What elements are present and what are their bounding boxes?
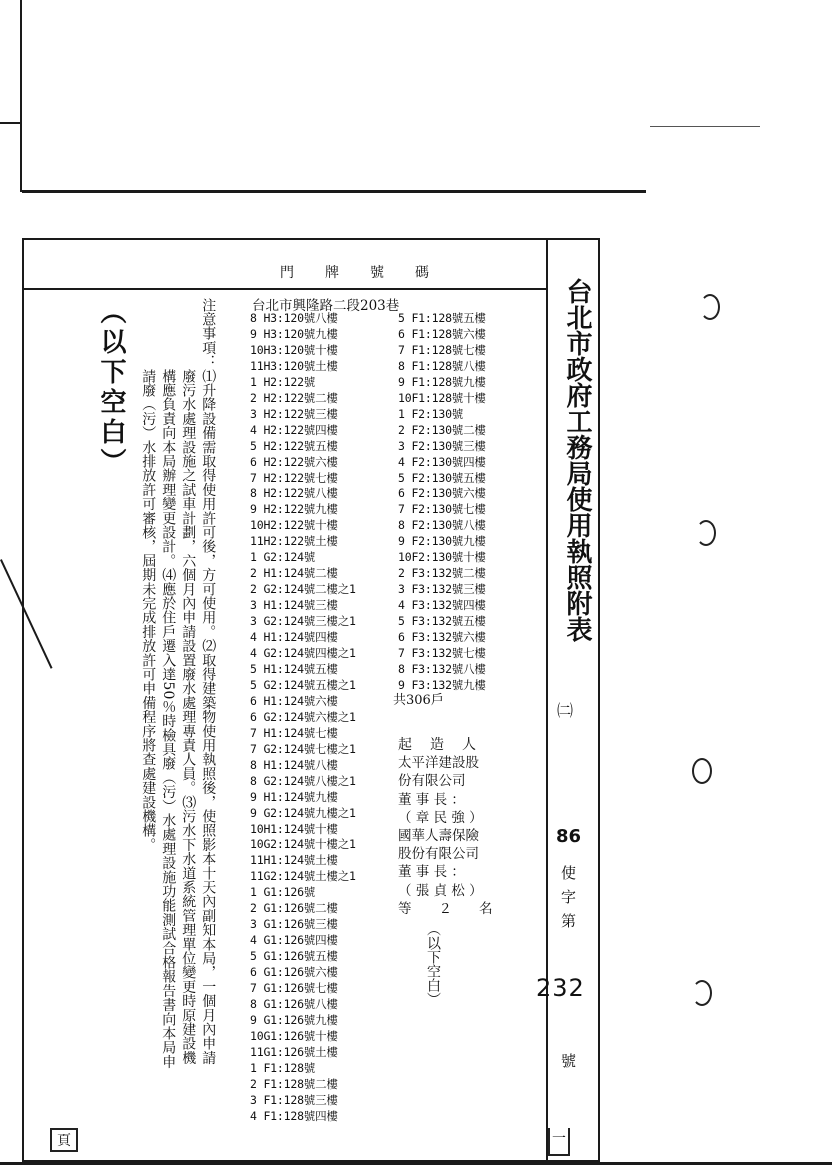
notes-column-2 (180, 298, 196, 1118)
applicant-line: 太平洋建設股 (398, 755, 479, 772)
blank-below-stamp (96, 298, 126, 478)
column-header-text: 門 牌 號 碼 (280, 265, 430, 281)
page-mark-left (50, 1128, 78, 1152)
binder-hole-icon (692, 980, 712, 1006)
address-entry: 10F2:130號十樓 (398, 550, 486, 565)
applicant-line: （ 章 民 強 ） (398, 809, 483, 826)
permit-hao-text: 號 (561, 1052, 577, 1070)
address-entry: 8 H1:124號八樓 (250, 757, 338, 772)
address-entry: 7 F1:128號七樓 (398, 342, 486, 357)
address-entry: 10H1:124號十樓 (250, 821, 338, 836)
document-title-text: 台北市政府工務局使用執照附表 (562, 278, 592, 642)
address-entry: 6 H1:124號六樓 (250, 693, 338, 708)
permit-number-text: 86 (556, 826, 582, 847)
notes-column-4 (140, 298, 156, 1118)
scan-line-left (20, 0, 22, 192)
address-entry: 6 F3:132號六樓 (398, 630, 486, 645)
applicant-line: 董 事 長 ： (398, 864, 465, 881)
address-entry: 10H3:120號十樓 (250, 342, 338, 357)
address-entry: 4 H1:124號四樓 (250, 630, 338, 645)
address-entry: 8 H2:122號八樓 (250, 486, 338, 501)
address-entry: 8 F2:130號八樓 (398, 518, 486, 533)
address-entry: 1 G2:124號 (250, 550, 316, 565)
permit-char-1-text: 使 (561, 864, 577, 882)
address-entry: 11H3:120號土樓 (250, 358, 338, 373)
address-entry: 11G1:126號土樓 (250, 1044, 338, 1059)
applicant-line: 國華人壽保險 (398, 828, 479, 845)
address-entry: 2 G2:124號二樓之1 (250, 582, 356, 597)
address-entry: 3 H2:122號三樓 (250, 406, 338, 421)
address-entry: 7 F2:130號七樓 (398, 502, 486, 517)
address-entry: 6 F1:128號六樓 (398, 326, 486, 341)
address-entry: 11G2:124號土樓之1 (250, 869, 356, 884)
address-entry: 10G2:124號十樓之1 (250, 837, 356, 852)
address-entry: 5 F3:132號五樓 (398, 614, 486, 629)
permit-char-2 (561, 886, 576, 907)
scan-dots (650, 126, 760, 127)
address-entry: 8 G1:126號八樓 (250, 996, 338, 1011)
applicant-closing (424, 922, 442, 1006)
title-suffix-text: ㈡ (557, 701, 574, 720)
notes-column-4-text: 請廢（污）水排放許可審核，屆期未完成排放許可申備程序將查處建設機構。 (140, 298, 157, 852)
binder-hole-icon (692, 758, 712, 784)
address-entry: 3 G2:124號三樓之1 (250, 614, 356, 629)
binder-hole-icon (700, 294, 720, 320)
address-entry: 3 G1:126號三樓 (250, 917, 338, 932)
binder-hole-icon (696, 520, 716, 546)
address-entry: 9 G2:124號九樓之1 (250, 805, 356, 820)
address-entry: 1 H2:122號 (250, 374, 316, 389)
address-entry: 9 F1:128號九樓 (398, 374, 486, 389)
applicant-lines (398, 754, 493, 918)
address-entry: 9 H3:120號九樓 (250, 326, 338, 341)
address-entry: 10G1:126號十樓 (250, 1028, 338, 1043)
address-entry: 4 H2:122號四樓 (250, 422, 338, 437)
scan-line-short (0, 122, 22, 124)
address-entry: 9 F2:130號九樓 (398, 534, 486, 549)
address-entry: 4 F2:130號四樓 (398, 454, 486, 469)
address-entry: 4 G2:124號四樓之1 (250, 646, 356, 661)
page-mark-right (548, 1128, 570, 1156)
notes-column-1-text: 注意事項：⑴升降設備需取得使用許可後，方可使用。⑵取得建築物使用執照後，使照影本十天內副知本局，一個月內申請 (200, 298, 217, 1065)
applicant-line: 董 事 長 ： (398, 791, 465, 808)
scan-line-top (22, 190, 646, 193)
address-entry: 5 G1:126號五樓 (250, 949, 338, 964)
address-entry: 11H2:122號土樓 (250, 534, 338, 549)
address-entry: 8 F1:128號八樓 (398, 358, 486, 373)
address-entry: 4 F3:132號四樓 (398, 598, 486, 613)
address-entry: 6 G1:126號六樓 (250, 965, 338, 980)
household-total-text: 共306戶 (393, 693, 444, 708)
permit-char-2-text: 字 (561, 888, 577, 906)
page-mark-right-text: 一 (552, 1131, 566, 1147)
address-entry: 8 F3:132號八樓 (398, 661, 486, 676)
header-divider (22, 288, 547, 290)
address-entry: 11H1:124號土樓 (250, 853, 338, 868)
notes-column-1 (200, 298, 216, 1118)
address-entry: 1 F1:128號 (250, 1060, 316, 1075)
address-entry: 6 H2:122號六樓 (250, 454, 338, 469)
address-entry: 5 H2:122號五樓 (250, 438, 338, 453)
permit-char-1 (561, 862, 576, 883)
address-entry: 3 H1:124號三樓 (250, 598, 338, 613)
address-entry: 9 H1:124號九樓 (250, 789, 338, 804)
page-mark-left-text: 頁 (57, 1133, 71, 1149)
address-entry: 2 H2:122號二樓 (250, 390, 338, 405)
address-entry: 5 H1:124號五樓 (250, 661, 338, 676)
address-entry: 9 G1:126號九樓 (250, 1012, 338, 1027)
address-entry: 10F1:128號十樓 (398, 390, 486, 405)
applicant-block (398, 736, 493, 918)
applicant-closing-text: （以下空白） (425, 922, 441, 1006)
permit-serial (536, 974, 585, 1002)
address-entry: 10H2:122號十樓 (250, 518, 338, 533)
street-name-text: 台北市興隆路二段203巷 (252, 298, 400, 314)
address-entry: 4 F1:128號四樓 (250, 1108, 338, 1123)
address-entry: 2 F2:130號二樓 (398, 422, 486, 437)
address-entry: 3 F1:128號三樓 (250, 1092, 338, 1107)
column-header (280, 262, 430, 282)
address-entry: 7 G1:126號七樓 (250, 981, 338, 996)
address-entry: 2 F1:128號二樓 (250, 1076, 338, 1091)
address-entry: 3 F3:132號三樓 (398, 582, 486, 597)
address-entry: 9 H2:122號九樓 (250, 502, 338, 517)
applicant-line: （ 張 貞 松 ） (398, 882, 483, 899)
notes-column-2-text: 廢污水處理設施之試車計劃，六個月內申請設置廢水處理專責人員。⑶污水下水道系統管理單位變更時原建設機 (180, 298, 197, 1065)
address-entry: 2 F3:132號二樓 (398, 566, 486, 581)
notes-column-3 (160, 298, 176, 1118)
applicant-line: 股份有限公司 (398, 846, 479, 863)
address-entry: 7 H2:122號七樓 (250, 470, 338, 485)
address-entry: 8 G2:124號八樓之1 (250, 773, 356, 788)
household-total (393, 689, 444, 708)
blank-below-stamp-text: （以下空白） (96, 298, 126, 478)
address-list-column-2 (398, 311, 486, 694)
bottom-line (0, 1162, 832, 1165)
address-entry: 4 G1:126號四樓 (250, 933, 338, 948)
address-entry: 6 F2:130號六樓 (398, 486, 486, 501)
address-entry: 2 G1:126號二樓 (250, 901, 338, 916)
address-entry: 9 F3:132號九樓 (398, 677, 486, 692)
address-entry: 2 H1:124號二樓 (250, 566, 338, 581)
document-title (552, 278, 592, 642)
applicant-heading: 起 造 人 (398, 737, 478, 753)
title-suffix (557, 698, 573, 721)
address-list-column-1 (250, 311, 356, 1125)
applicant-line: 等 ２ 名 (398, 900, 493, 917)
address-entry: 5 F2:130號五樓 (398, 470, 486, 485)
permit-char-3 (561, 910, 576, 931)
address-entry: 3 F2:130號三樓 (398, 438, 486, 453)
address-entry: 5 F1:128號五樓 (398, 311, 486, 325)
address-entry: 5 G2:124號五樓之1 (250, 677, 356, 692)
permit-serial-text: 232 (536, 974, 585, 1002)
permit-char-3-text: 第 (561, 912, 577, 930)
address-entry: 6 G2:124號六樓之1 (250, 709, 356, 724)
applicant-line: 份有限公司 (398, 773, 466, 790)
address-entry: 7 G2:124號七樓之1 (250, 741, 356, 756)
address-entry: 7 H1:124號七樓 (250, 725, 338, 740)
address-entry: 8 H3:120號八樓 (250, 311, 338, 325)
address-entry: 1 G1:126號 (250, 885, 316, 900)
permit-number (556, 826, 581, 847)
notes-column-3-text: 構應負責向本局辦理變更設計。⑷應於住戶遷入達50％時檢具廢（污）水處理設施功能測試合格報告書向本局申 (160, 298, 177, 1069)
address-entry: 7 F3:132號七樓 (398, 646, 486, 661)
permit-hao (561, 1050, 576, 1071)
address-entry: 1 F2:130號 (398, 406, 464, 421)
title-column-divider (546, 238, 548, 1162)
